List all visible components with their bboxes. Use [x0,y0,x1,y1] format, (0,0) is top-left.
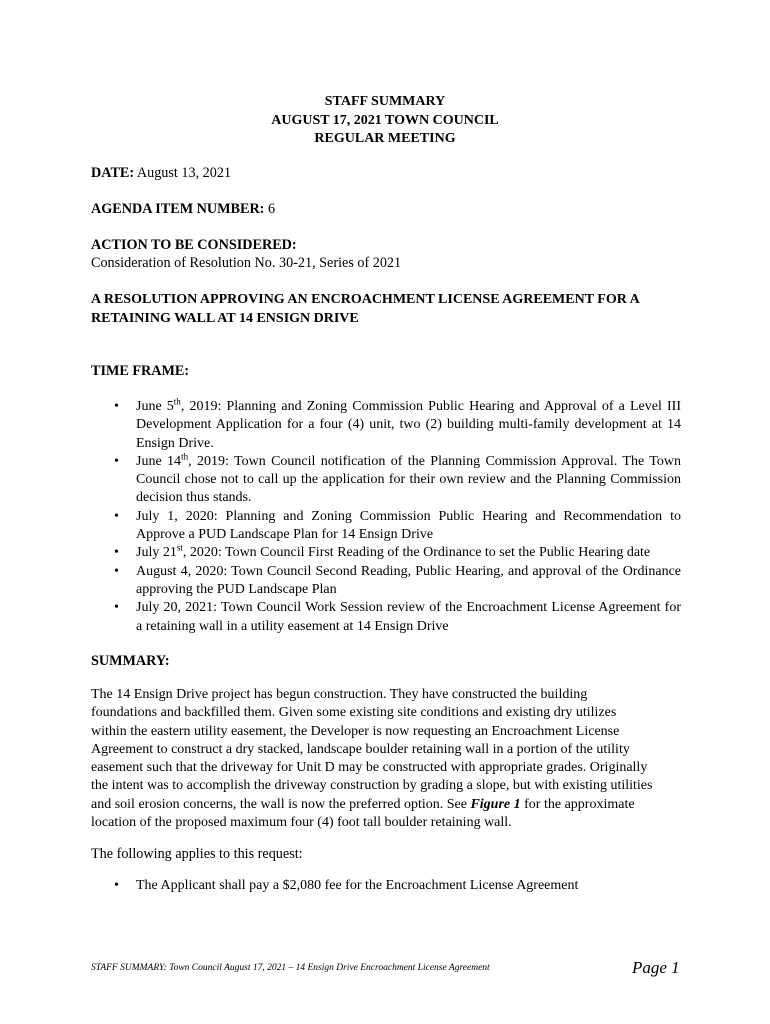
resolution-title [91,290,686,328]
date-value: August 13, 2021 [136,165,232,181]
page-footer: STAFF SUMMARY: Town Council August 17, 2021 – 14 Ensign Drive Encroachment License Agreement [91,963,490,973]
list-item: • July 21st, 2020: Town Council First Reading of the Ordinance to set the Public Hearing date [91,544,681,562]
summary-line: the intent was to accomplish the driveway construction by grading a slope, but with existing utilities [91,778,653,794]
list-item: • August 4, 2020: Town Council Second Reading, Public Hearing, and approval of the Ordinance approving the PUD Landscape Plan [114,563,681,597]
list-item: • June 5th, 2019: Planning and Zoning Commission Public Hearing and Approval of a Level III Development Application for a four (4) unit, two (2) building multi-family development at 14 Ensign Drive. [114,396,681,451]
header-line-1: STAFF SUMMARY [324,94,446,109]
summary-line: within the eastern utility easement, the Developer is now requesting an Encroachment License [91,723,620,739]
agenda-value: 6 [267,201,276,217]
bullet-icon: • [114,878,119,893]
bullet-icon: • [114,563,119,579]
action-label: ACTION TO BE CONSIDERED: [91,237,297,253]
resolution-title-line-2: RETAINING WALL AT 14 ENSIGN DRIVE [91,311,359,326]
request-bullet-text: The Applicant shall pay a $2,080 fee for the Encroachment License Agreement [136,878,579,893]
summary-line: and soil erosion concerns, the wall is now the preferred option. See Figure 1 for the approximate [91,796,635,812]
agenda-label: AGENDA ITEM NUMBER: [91,201,265,217]
summary-line: easement such that the driveway for Unit D may be constructed with appropriate grades. Originally [91,760,648,776]
list-item: • June 14th, 2019: Town Council notification of the Planning Commission Approval. The Town Council chose not to call up the application for their own review and the Planning Commission decision thus stands. [114,451,681,506]
summary-line: location of the proposed maximum four (4) foot tall boulder retaining wall. [91,815,512,831]
figure-reference: Figure 1 [470,796,521,812]
resolution-title-line-1: A RESOLUTION APPROVING AN ENCROACHMENT LICENSE AGREEMENT FOR A [91,292,640,307]
applies-text: The following applies to this request: [91,846,303,862]
summary-heading: SUMMARY: [91,653,170,669]
time-frame-heading: TIME FRAME: [91,363,190,379]
list-item: • July 20, 2021: Town Council Work Session review of the Encroachment License Agreement for a retaining wall in a utility easement at 14 Ensign Drive [114,600,681,634]
document-header [0,93,770,149]
summary-line: The 14 Ensign Drive project has begun construction. They have constructed the building [91,687,588,702]
list-item: • July 1, 2020: Planning and Zoning Commission Public Hearing and Recommendation to Approve a PUD Landscape Plan for 14 Ensign Drive [114,508,681,543]
bullet-icon: • [114,399,119,414]
bullet-icon: • [114,453,119,469]
bullet-icon: • [114,545,119,561]
date-row [91,165,231,182]
summary-line: Agreement to construct a dry stacked, landscape boulder retaining wall in a portion of the utility [91,741,630,757]
summary-paragraph [91,686,681,832]
page-number: Page 1 [632,958,680,977]
time-frame-list [91,398,681,636]
header-line-2: AUGUST 17, 2021 TOWN COUNCIL [271,112,499,128]
summary-line: foundations and backfilled them. Given some existing site conditions and existing dry utilizes [91,705,617,721]
date-label: DATE: [91,165,135,181]
bullet-icon: • [114,508,119,524]
bullet-icon: • [114,600,119,616]
agenda-row [91,201,275,218]
header-line-3: REGULAR MEETING [314,131,456,146]
action-value: Consideration of Resolution No. 30-21, Series of 2021 [91,255,402,271]
